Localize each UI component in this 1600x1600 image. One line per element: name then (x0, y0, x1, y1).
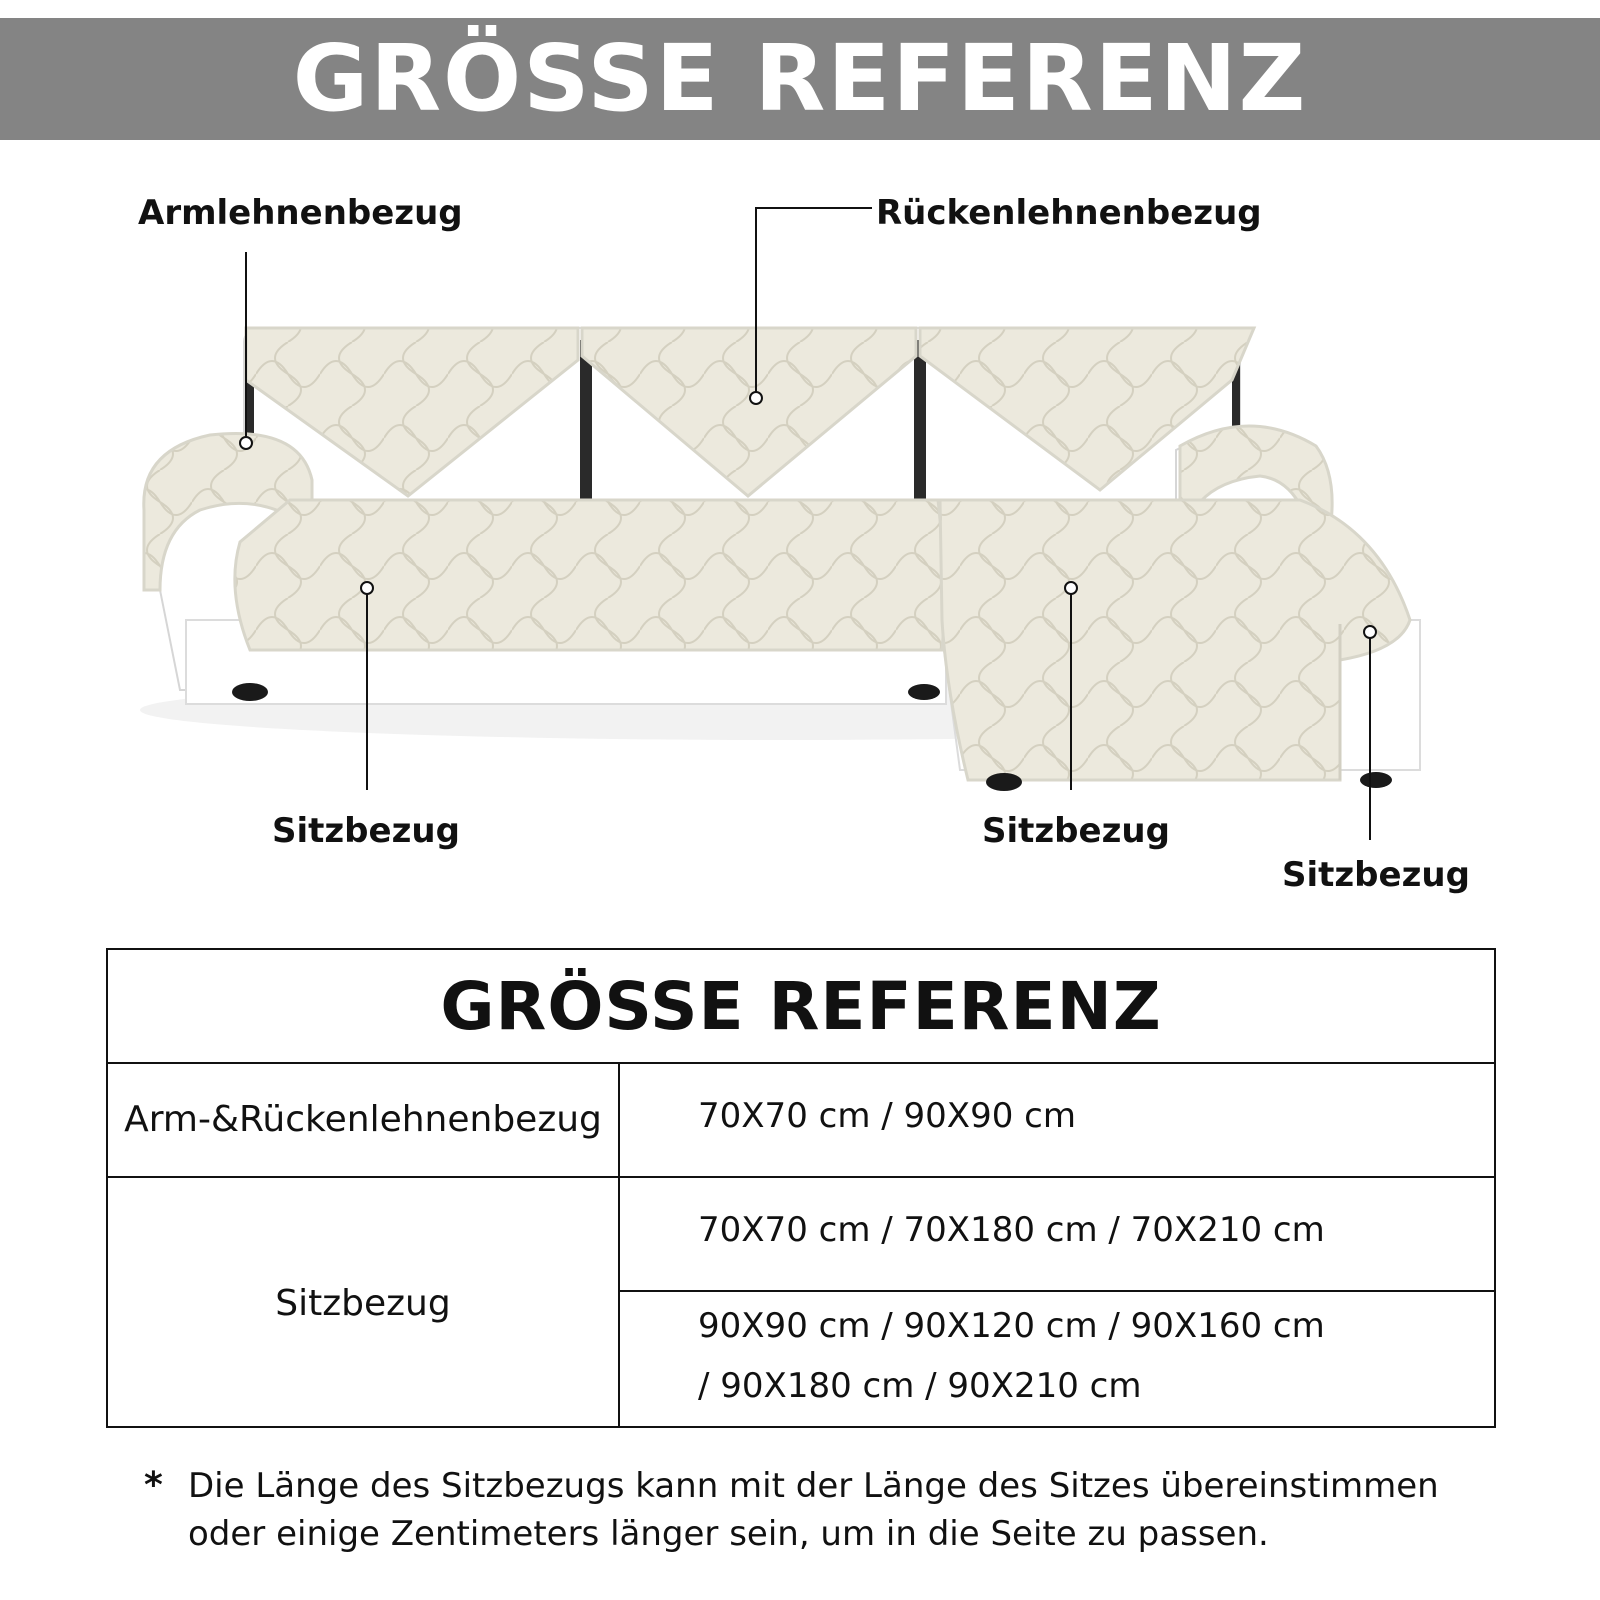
table-row-label: Arm-&Rückenlehnenbezug (124, 1098, 602, 1140)
table-cell-value: 90X90 cm / 90X120 cm / 90X160 cm (698, 1306, 1325, 1346)
page-title: GRÖSSE REFERENZ (292, 25, 1308, 132)
table-row-label: Sitzbezug (275, 1282, 451, 1324)
footnote-marker: * (144, 1465, 163, 1506)
table-title: GRÖSSE REFERENZ (108, 950, 1494, 1064)
sofa-diagram (0, 150, 1600, 910)
footnote-line-2: oder einige Zentimeters länger sein, um in die Seite zu passen. (188, 1514, 1269, 1554)
table-column-divider (618, 1062, 620, 1428)
label-seat-cover-middle: Sitzbezug (982, 811, 1170, 851)
sofa-illustration (0, 150, 1600, 910)
table-cell-value: 70X70 cm / 70X180 cm / 70X210 cm (698, 1210, 1325, 1250)
table-divider (618, 1290, 1496, 1292)
seat-cover-left (235, 500, 944, 650)
size-reference-table (106, 948, 1496, 1428)
label-backrest-cover: Rückenlehnenbezug (876, 193, 1262, 233)
label-seat-cover-left: Sitzbezug (272, 811, 460, 851)
label-armrest-cover: Armlehnenbezug (138, 193, 463, 233)
table-cell-value: / 90X180 cm / 90X210 cm (698, 1366, 1142, 1406)
table-cell-value: 70X70 cm / 90X90 cm (698, 1096, 1076, 1136)
header-banner (0, 18, 1600, 140)
label-seat-cover-right: Sitzbezug (1282, 855, 1470, 895)
footnote-line-1: Die Länge des Sitzbezugs kann mit der Länge des Sitzes übereinstimmen (188, 1466, 1439, 1506)
